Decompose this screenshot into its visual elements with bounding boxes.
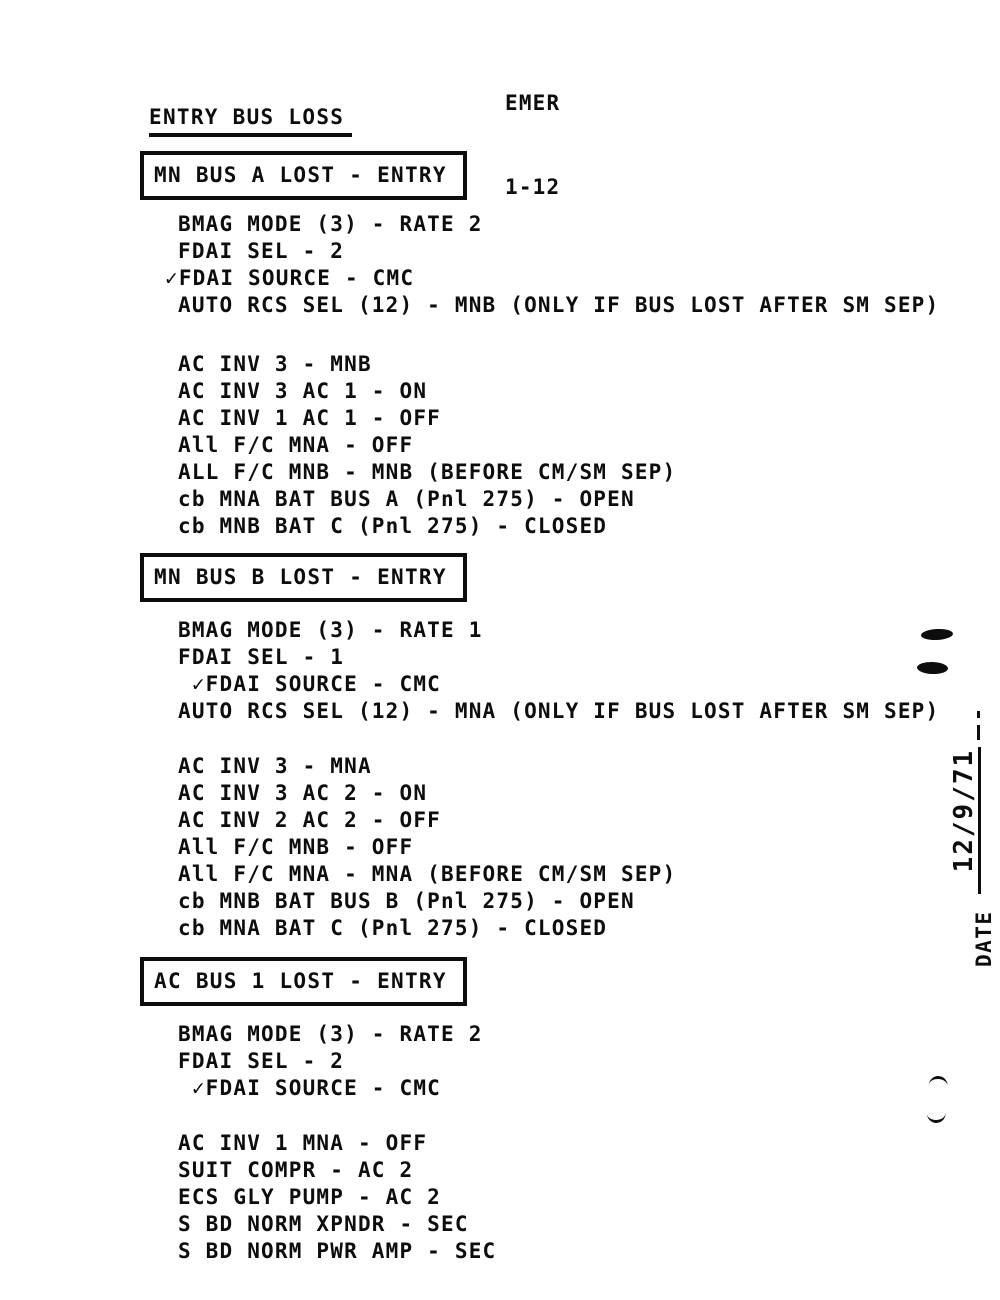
checklist-line: BMAG MODE (3) - RATE 1	[178, 618, 483, 642]
checklist-line: AC INV 3 AC 2 - ON	[178, 781, 428, 805]
checklist-group	[178, 617, 939, 725]
checklist-line: S BD NORM PWR AMP - SEC	[178, 1239, 497, 1263]
date-line-dash	[973, 725, 980, 740]
date-label: DATE	[972, 910, 996, 967]
checklist-line: AC INV 3 - MNB	[178, 352, 372, 376]
checklist-line: AUTO RCS SEL (12) - MNA (ONLY IF BUS LOST AFTER SM SEP)	[178, 699, 940, 723]
checklist-line: AUTO RCS SEL (12) - MNB (ONLY IF BUS LOST AFTER SM SEP)	[178, 293, 940, 317]
checklist-group	[178, 351, 676, 540]
page-header-doc: EMER	[505, 91, 561, 115]
procedure-box-mn-bus-b: MN BUS B LOST - ENTRY	[140, 553, 467, 602]
scan-artifact-arc	[929, 1075, 949, 1086]
checklist-line: ✓FDAI SOURCE - CMC	[165, 266, 415, 290]
checklist-line: ECS GLY PUMP - AC 2	[178, 1185, 442, 1209]
checklist-line: FDAI SEL - 1	[178, 645, 345, 669]
checklist-group	[178, 1130, 496, 1265]
checklist-line: AC INV 3 AC 1 - ON	[178, 379, 428, 403]
scan-artifact-blob	[921, 628, 954, 641]
page-header-number: 1-12	[505, 175, 561, 199]
checklist-line: All F/C MNA - OFF	[178, 433, 414, 457]
checklist-line: S BD NORM XPNDR - SEC	[178, 1212, 469, 1236]
checklist-line: SUIT COMPR - AC 2	[178, 1158, 414, 1182]
checklist-line: cb MNB BAT BUS B (Pnl 275) - OPEN	[178, 889, 635, 913]
checklist-line: BMAG MODE (3) - RATE 2	[178, 1022, 483, 1046]
checklist-line: cb MNA BAT BUS A (Pnl 275) - OPEN	[178, 487, 635, 511]
checklist-line: cb MNB BAT C (Pnl 275) - CLOSED	[178, 514, 608, 538]
checklist-line: cb MNA BAT C (Pnl 275) - CLOSED	[178, 916, 608, 940]
checklist-line: All F/C MNB - OFF	[178, 835, 414, 859]
checklist-group	[165, 211, 940, 319]
date-value: 12/9/71	[951, 747, 981, 895]
checklist-line: AC INV 3 - MNA	[178, 754, 372, 778]
page-title: ENTRY BUS LOSS	[149, 104, 352, 137]
checklist-group	[178, 1021, 483, 1102]
checklist-line: ALL F/C MNB - MNB (BEFORE CM/SM SEP)	[178, 460, 677, 484]
checklist-line: AC INV 1 AC 1 - OFF	[178, 406, 442, 430]
checklist-line: FDAI SEL - 2	[178, 239, 345, 263]
date-stamp	[949, 711, 996, 967]
procedure-box-ac-bus-1: AC BUS 1 LOST - ENTRY	[140, 957, 467, 1006]
checklist-line: AC INV 2 AC 2 - OFF	[178, 808, 442, 832]
procedure-box-mn-bus-a: MN BUS A LOST - ENTRY	[140, 151, 467, 200]
checklist-line: BMAG MODE (3) - RATE 2	[178, 212, 483, 236]
checklist-line: All F/C MNA - MNA (BEFORE CM/SM SEP)	[178, 862, 677, 886]
checklist-line: AC INV 1 MNA - OFF	[178, 1131, 428, 1155]
checklist-line: FDAI SEL - 2	[178, 1049, 345, 1073]
date-line-dash	[973, 711, 980, 718]
scan-artifact-arc	[927, 1113, 946, 1124]
checklist-group	[178, 753, 676, 942]
checklist-line: ✓FDAI SOURCE - CMC	[178, 1076, 442, 1100]
checklist-line: ✓FDAI SOURCE - CMC	[178, 672, 442, 696]
